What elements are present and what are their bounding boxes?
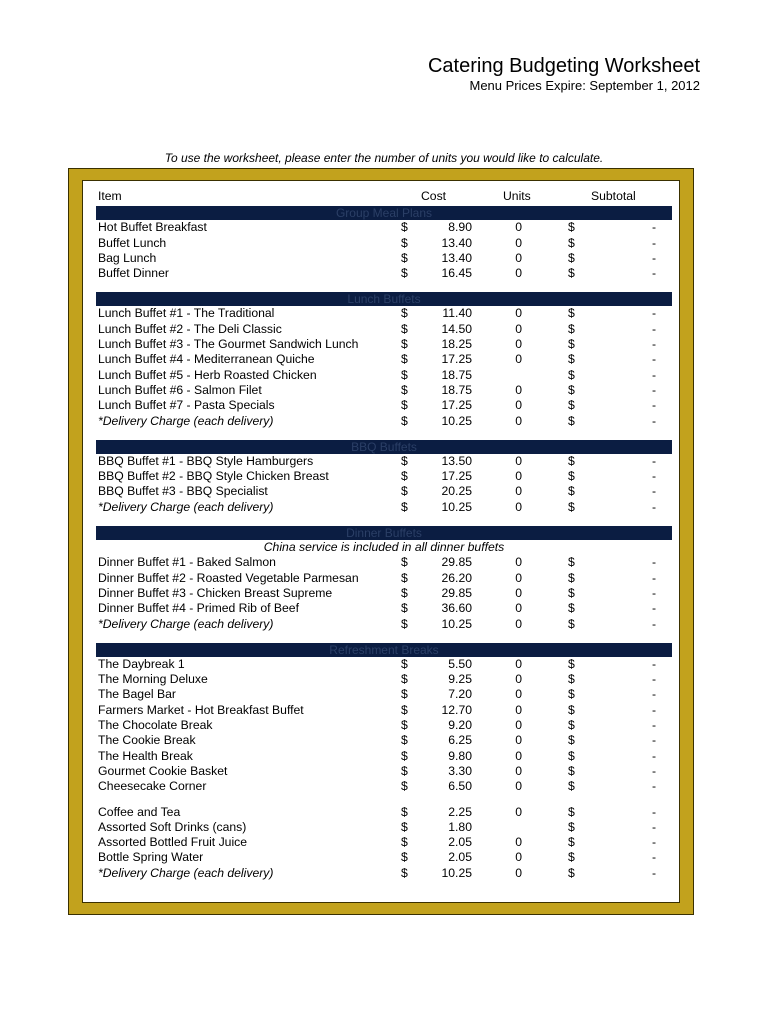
cost-currency: $	[401, 763, 408, 778]
subtotal-currency: $	[568, 469, 575, 484]
subtotal-value: -	[651, 763, 656, 778]
units-input[interactable]: 0	[515, 484, 522, 499]
subtotal-currency: $	[568, 672, 575, 687]
units-input[interactable]: 0	[515, 718, 522, 733]
subtotal-value: -	[651, 850, 656, 865]
units-input[interactable]: 0	[515, 413, 522, 428]
cost-value: 13.40	[441, 235, 472, 250]
cost-value: 10.25	[441, 499, 472, 514]
item-name: *Delivery Charge (each delivery)	[98, 865, 274, 880]
table-row	[96, 805, 672, 820]
subtotal-currency: $	[568, 235, 575, 250]
units-input[interactable]: 0	[515, 570, 522, 585]
section-header: Dinner Buffets	[96, 526, 672, 540]
units-input[interactable]: 0	[515, 616, 522, 631]
section-note: China service is included in all dinner buffets	[263, 540, 505, 555]
subtotal-value: -	[651, 601, 656, 616]
item-name: BBQ Buffet #3 - BBQ Specialist	[98, 484, 268, 499]
item-name: Buffet Lunch	[98, 235, 167, 250]
cost-value: 29.85	[441, 555, 472, 570]
units-input[interactable]: 0	[515, 235, 522, 250]
cost-value: 2.05	[448, 835, 472, 850]
subtotal-currency: $	[568, 398, 575, 413]
cost-currency: $	[401, 352, 408, 367]
table-row	[96, 764, 672, 779]
item-name: Lunch Buffet #3 - The Gourmet Sandwich Lunch	[98, 337, 359, 352]
item-name: Hot Buffet Breakfast	[98, 220, 207, 235]
subtotal-currency: $	[568, 413, 575, 428]
cost-currency: $	[401, 266, 408, 281]
table-row	[96, 657, 672, 672]
table-row	[96, 571, 672, 586]
table-row	[96, 383, 672, 398]
item-name: *Delivery Charge (each delivery)	[98, 616, 274, 631]
subtotal-currency: $	[568, 266, 575, 281]
subtotal-value: -	[651, 469, 656, 484]
table-row	[96, 601, 672, 616]
subtotal-value: -	[651, 702, 656, 717]
units-input[interactable]: 0	[515, 672, 522, 687]
table-row	[96, 322, 672, 337]
table-row	[96, 220, 672, 235]
table-row	[96, 500, 672, 515]
units-input[interactable]: 0	[515, 835, 522, 850]
subtotal-value: -	[651, 382, 656, 397]
table-row	[96, 555, 672, 570]
subtotal-currency: $	[568, 337, 575, 352]
table-row	[96, 368, 672, 383]
subtotal-currency: $	[568, 687, 575, 702]
subtotal-value: -	[651, 413, 656, 428]
cost-currency: $	[401, 702, 408, 717]
subtotal-currency: $	[568, 819, 575, 834]
table-row	[96, 820, 672, 835]
cost-value: 9.25	[448, 672, 472, 687]
table-row	[96, 733, 672, 748]
cost-value: 10.25	[441, 865, 472, 880]
units-input[interactable]: 0	[515, 499, 522, 514]
units-input[interactable]: 0	[515, 398, 522, 413]
table-row	[96, 251, 672, 266]
item-name: Lunch Buffet #5 - Herb Roasted Chicken	[98, 367, 317, 382]
units-input[interactable]: 0	[515, 850, 522, 865]
cost-value: 16.45	[441, 266, 472, 281]
table-row	[96, 236, 672, 251]
subtotal-value: -	[651, 337, 656, 352]
cost-currency: $	[401, 484, 408, 499]
page-title: Catering Budgeting Worksheet	[427, 55, 700, 77]
table-row	[96, 454, 672, 469]
subtotal-value: -	[651, 453, 656, 468]
cost-value: 9.80	[448, 748, 472, 763]
cost-currency: $	[401, 850, 408, 865]
section-header: Refreshment Breaks	[96, 643, 672, 657]
item-name: Lunch Buffet #2 - The Deli Classic	[98, 321, 282, 336]
subtotal-currency: $	[568, 585, 575, 600]
table-row	[96, 306, 672, 321]
page-subtitle: Menu Prices Expire: September 1, 2012	[469, 78, 700, 93]
cost-value: 8.90	[448, 220, 472, 235]
subtotal-currency: $	[568, 601, 575, 616]
subtotal-value: -	[651, 835, 656, 850]
table-row	[96, 866, 672, 881]
subtotal-value: -	[651, 616, 656, 631]
cost-value: 1.80	[448, 819, 472, 834]
table-row	[96, 779, 672, 794]
item-name: Buffet Dinner	[98, 266, 169, 281]
table-row	[96, 718, 672, 733]
column-header-item: Item	[98, 189, 122, 203]
cost-value: 10.25	[441, 413, 472, 428]
cost-currency: $	[401, 656, 408, 671]
item-name: Coffee and Tea	[98, 804, 181, 819]
subtotal-currency: $	[568, 250, 575, 265]
subtotal-currency: $	[568, 865, 575, 880]
units-input[interactable]: 0	[515, 220, 522, 235]
cost-currency: $	[401, 835, 408, 850]
subtotal-value: -	[651, 220, 656, 235]
column-header-cost: Cost	[421, 189, 447, 203]
subtotal-currency: $	[568, 382, 575, 397]
item-name: *Delivery Charge (each delivery)	[98, 499, 274, 514]
subtotal-value: -	[651, 352, 656, 367]
units-input[interactable]: 0	[515, 687, 522, 702]
cost-currency: $	[401, 804, 408, 819]
subtotal-value: -	[651, 499, 656, 514]
subtotal-currency: $	[568, 779, 575, 794]
subtotal-currency: $	[568, 656, 575, 671]
subtotal-value: -	[651, 656, 656, 671]
table-row	[96, 586, 672, 601]
item-name: The Morning Deluxe	[98, 672, 208, 687]
subtotal-value: -	[651, 585, 656, 600]
item-name: Farmers Market - Hot Breakfast Buffet	[98, 702, 304, 717]
item-name: BBQ Buffet #1 - BBQ Style Hamburgers	[98, 453, 314, 468]
cost-currency: $	[401, 398, 408, 413]
cost-currency: $	[401, 733, 408, 748]
item-name: Cheesecake Corner	[98, 779, 207, 794]
subtotal-currency: $	[568, 718, 575, 733]
cost-currency: $	[401, 321, 408, 336]
subtotal-value: -	[651, 306, 656, 321]
instructions: To use the worksheet, please enter the number of units you would like to calculate.	[164, 151, 604, 165]
subtotal-currency: $	[568, 748, 575, 763]
cost-currency: $	[401, 453, 408, 468]
table-row	[96, 703, 672, 718]
units-input[interactable]: 0	[515, 453, 522, 468]
item-name: BBQ Buffet #2 - BBQ Style Chicken Breast	[98, 469, 329, 484]
subtotal-value: -	[651, 570, 656, 585]
subtotal-currency: $	[568, 733, 575, 748]
subtotal-currency: $	[568, 835, 575, 850]
units-input[interactable]: 0	[515, 702, 522, 717]
subtotal-value: -	[651, 804, 656, 819]
item-name: Lunch Buffet #7 - Pasta Specials	[98, 398, 275, 413]
table-row	[96, 835, 672, 850]
cost-value: 2.05	[448, 850, 472, 865]
units-input[interactable]: 0	[515, 763, 522, 778]
worksheet-panel	[82, 180, 680, 903]
item-name: Assorted Bottled Fruit Juice	[98, 835, 248, 850]
item-name: Lunch Buffet #1 - The Traditional	[98, 306, 275, 321]
subtotal-currency: $	[568, 499, 575, 514]
item-name: Bag Lunch	[98, 250, 157, 265]
item-name: Lunch Buffet #6 - Salmon Filet	[98, 382, 262, 397]
cost-value: 7.20	[448, 687, 472, 702]
units-input[interactable]: 0	[515, 352, 522, 367]
cost-currency: $	[401, 779, 408, 794]
column-header-subtotal: Subtotal	[591, 189, 636, 203]
cost-value: 36.60	[441, 601, 472, 616]
subtotal-value: -	[651, 250, 656, 265]
table-row	[96, 484, 672, 499]
subtotal-currency: $	[568, 306, 575, 321]
table-row	[96, 398, 672, 413]
cost-currency: $	[401, 616, 408, 631]
subtotal-value: -	[651, 235, 656, 250]
cost-value: 26.20	[441, 570, 472, 585]
subtotal-currency: $	[568, 555, 575, 570]
units-input[interactable]: 0	[515, 865, 522, 880]
cost-currency: $	[401, 337, 408, 352]
item-name: Lunch Buffet #4 - Mediterranean Quiche	[98, 352, 315, 367]
units-input[interactable]: 0	[515, 585, 522, 600]
cost-value: 2.25	[448, 804, 472, 819]
cost-value: 6.50	[448, 779, 472, 794]
cost-currency: $	[401, 570, 408, 585]
subtotal-value: -	[651, 555, 656, 570]
cost-currency: $	[401, 367, 408, 382]
subtotal-value: -	[651, 484, 656, 499]
subtotal-value: -	[651, 718, 656, 733]
subtotal-currency: $	[568, 352, 575, 367]
cost-value: 20.25	[441, 484, 472, 499]
cost-currency: $	[401, 819, 408, 834]
cost-currency: $	[401, 499, 408, 514]
subtotal-value: -	[651, 819, 656, 834]
units-input[interactable]: 0	[515, 382, 522, 397]
cost-currency: $	[401, 469, 408, 484]
units-input[interactable]: 0	[515, 306, 522, 321]
cost-value: 10.25	[441, 616, 472, 631]
table-row	[96, 337, 672, 352]
table-row	[96, 469, 672, 484]
cost-value: 17.25	[441, 469, 472, 484]
item-name: The Daybreak 1	[98, 656, 185, 671]
subtotal-currency: $	[568, 220, 575, 235]
item-name: The Health Break	[98, 748, 193, 763]
units-input[interactable]: 0	[515, 779, 522, 794]
subtotal-value: -	[651, 321, 656, 336]
item-name: The Cookie Break	[98, 733, 196, 748]
cost-currency: $	[401, 748, 408, 763]
cost-value: 9.20	[448, 718, 472, 733]
cost-currency: $	[401, 718, 408, 733]
item-name: The Chocolate Break	[98, 718, 213, 733]
cost-value: 12.70	[441, 702, 472, 717]
table-row	[96, 850, 672, 865]
item-name: Gourmet Cookie Basket	[98, 763, 228, 778]
subtotal-value: -	[651, 672, 656, 687]
item-name: Dinner Buffet #2 - Roasted Vegetable Parmesan	[98, 570, 359, 585]
table-row	[96, 414, 672, 429]
table-row	[96, 672, 672, 687]
subtotal-value: -	[651, 779, 656, 794]
cost-currency: $	[401, 555, 408, 570]
worksheet-frame	[68, 168, 694, 915]
column-header-row	[96, 189, 672, 204]
table-row	[96, 617, 672, 632]
cost-value: 17.25	[441, 352, 472, 367]
subtotal-value: -	[651, 733, 656, 748]
units-input[interactable]: 0	[515, 250, 522, 265]
item-name: The Bagel Bar	[98, 687, 176, 702]
section-header: Lunch Buffets	[96, 292, 672, 306]
units-input[interactable]: 0	[515, 321, 522, 336]
cost-value: 18.75	[441, 367, 472, 382]
units-input[interactable]: 0	[515, 555, 522, 570]
item-name: Dinner Buffet #3 - Chicken Breast Supreme	[98, 585, 333, 600]
units-input[interactable]: 0	[515, 266, 522, 281]
table-row	[96, 687, 672, 702]
cost-value: 18.25	[441, 337, 472, 352]
item-name: Assorted Soft Drinks (cans)	[98, 819, 247, 834]
cost-value: 18.75	[441, 382, 472, 397]
subtotal-currency: $	[568, 570, 575, 585]
units-input[interactable]: 0	[515, 748, 522, 763]
subtotal-currency: $	[568, 804, 575, 819]
cost-value: 3.30	[448, 763, 472, 778]
section-header: BBQ Buffets	[96, 440, 672, 454]
section-header: Group Meal Plans	[96, 206, 672, 220]
cost-currency: $	[401, 601, 408, 616]
cost-value: 13.40	[441, 250, 472, 265]
subtotal-currency: $	[568, 367, 575, 382]
units-input[interactable]: 0	[515, 601, 522, 616]
subtotal-currency: $	[568, 453, 575, 468]
cost-currency: $	[401, 235, 408, 250]
cost-currency: $	[401, 250, 408, 265]
subtotal-value: -	[651, 687, 656, 702]
units-input[interactable]: 0	[515, 469, 522, 484]
item-name: Bottle Spring Water	[98, 850, 204, 865]
subtotal-currency: $	[568, 850, 575, 865]
item-name: Dinner Buffet #1 - Baked Salmon	[98, 555, 276, 570]
item-name: Dinner Buffet #4 - Primed Rib of Beef	[98, 601, 299, 616]
cost-currency: $	[401, 220, 408, 235]
table-row	[96, 266, 672, 281]
units-input[interactable]: 0	[515, 337, 522, 352]
units-input[interactable]: 0	[515, 656, 522, 671]
column-header-units: Units	[503, 189, 531, 203]
cost-currency: $	[401, 672, 408, 687]
cost-value: 13.50	[441, 453, 472, 468]
table-row	[96, 352, 672, 367]
cost-value: 6.25	[448, 733, 472, 748]
subtotal-value: -	[651, 398, 656, 413]
cost-currency: $	[401, 865, 408, 880]
subtotal-value: -	[651, 865, 656, 880]
subtotal-currency: $	[568, 702, 575, 717]
cost-currency: $	[401, 382, 408, 397]
subtotal-value: -	[651, 748, 656, 763]
subtotal-value: -	[651, 266, 656, 281]
subtotal-value: -	[651, 367, 656, 382]
subtotal-currency: $	[568, 763, 575, 778]
cost-value: 14.50	[441, 321, 472, 336]
subtotal-currency: $	[568, 616, 575, 631]
cost-currency: $	[401, 413, 408, 428]
cost-currency: $	[401, 687, 408, 702]
units-input[interactable]: 0	[515, 804, 522, 819]
subtotal-currency: $	[568, 321, 575, 336]
item-name: *Delivery Charge (each delivery)	[98, 413, 274, 428]
cost-value: 11.40	[442, 306, 472, 321]
subtotal-currency: $	[568, 484, 575, 499]
units-input[interactable]: 0	[515, 733, 522, 748]
worksheet-table	[96, 181, 672, 881]
table-row	[96, 749, 672, 764]
cost-value: 5.50	[448, 656, 472, 671]
cost-currency: $	[401, 585, 408, 600]
cost-value: 17.25	[441, 398, 472, 413]
cost-currency: $	[401, 306, 408, 321]
cost-value: 29.85	[441, 585, 472, 600]
